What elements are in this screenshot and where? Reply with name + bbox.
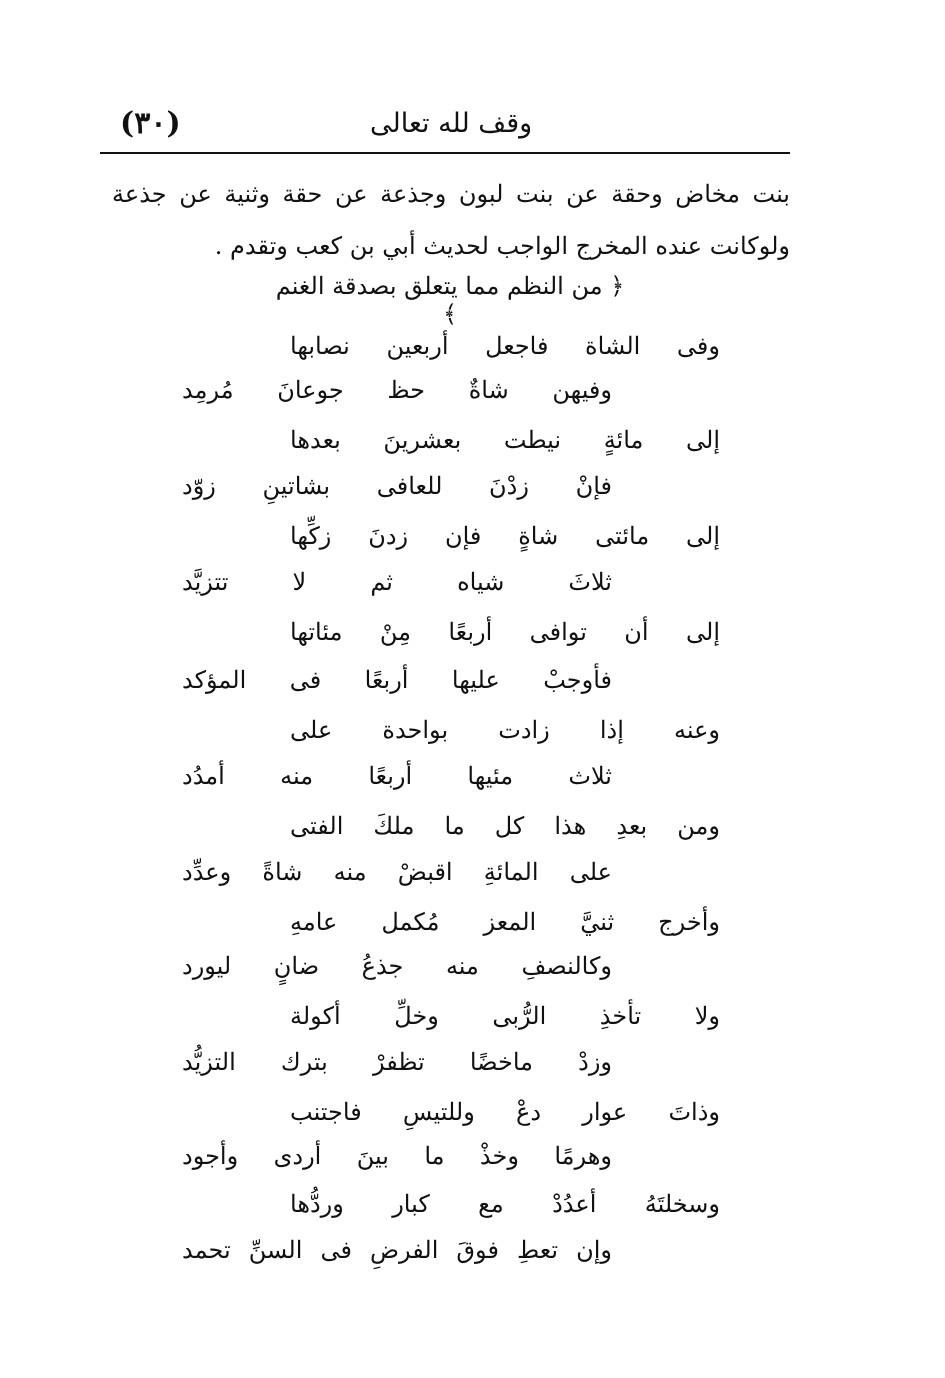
verse-line: ثلاثَ شياه ثم لا تتزيَّد — [182, 568, 612, 596]
verse-line: وفى الشاة فاجعل أربعين نصابها — [290, 332, 720, 360]
verse-line: على المائةِ اقبضْ منه شاةً وعدِّد — [182, 858, 612, 886]
running-title: وقف لله تعالى — [370, 108, 533, 139]
verse-line: وأخرج ثنيَّ المعز مُكمل عامهِ — [290, 908, 720, 936]
verse-line: وزدْ ماخضًا تظفرْ بترك التزيُّد — [182, 1048, 612, 1076]
prose-paragraph: بنت مخاض وحقة عن بنت لبون وجذعة عن حقة وثنية عن جذعة ولوكانت عنده المخرج الواجب لحديث أبي بن كعب وتقدم . — [112, 180, 790, 260]
verse-line: فإنْ زدْنَ للعافى بشاتينِ زوّد — [182, 472, 612, 500]
verse-line: إلى مائتى شاةٍ فإن زدنَ زكِّها — [290, 522, 720, 550]
verse-line: وذاتَ عوار دعْ وللتيسِ فاجتنب — [290, 1098, 720, 1126]
verse-line: ثلاث مئيها أربعًا منه أمدُد — [182, 762, 612, 790]
page-number: (٣٠) — [120, 106, 181, 141]
verse-line: وكالنصفِ منه جذعُ ضانٍ ليورد — [182, 952, 612, 980]
verse-line: وهرمًا وخذْ ما بينَ أردى وأجود — [182, 1142, 612, 1170]
section-heading: ﴿ من النظم مما يتعلق بصدقة الغنم ﴾ — [275, 272, 625, 328]
page-header — [100, 100, 790, 150]
verse-line: وعنه إذا زادت بواحدة على — [290, 716, 720, 744]
verse-line: وإن تعطِ فوقَ الفرضِ فى السنِّ تحمد — [182, 1236, 612, 1264]
verse-line: إلى مائةٍ نيطت بعشرينَ بعدها — [290, 426, 720, 454]
verse-line: وسخلتَهُ أعدُدْ مع كبار وردُّها — [290, 1190, 720, 1218]
verse-line: ومن بعدِ هذا كل ما ملكَ الفتى — [290, 812, 720, 840]
verse-line: إلى أن توافى أربعًا مِنْ مئاتها — [290, 618, 720, 646]
verse-line: وفيهن شاةٌ حظ جوعانَ مُرمِد — [182, 376, 612, 404]
verse-line: فأوجبْ عليها أربعًا فى المؤكد — [182, 666, 612, 694]
verse-line: ولا تأخذِ الرُّبى وخلِّ أكولة — [290, 1002, 720, 1030]
header-rule — [100, 152, 790, 154]
